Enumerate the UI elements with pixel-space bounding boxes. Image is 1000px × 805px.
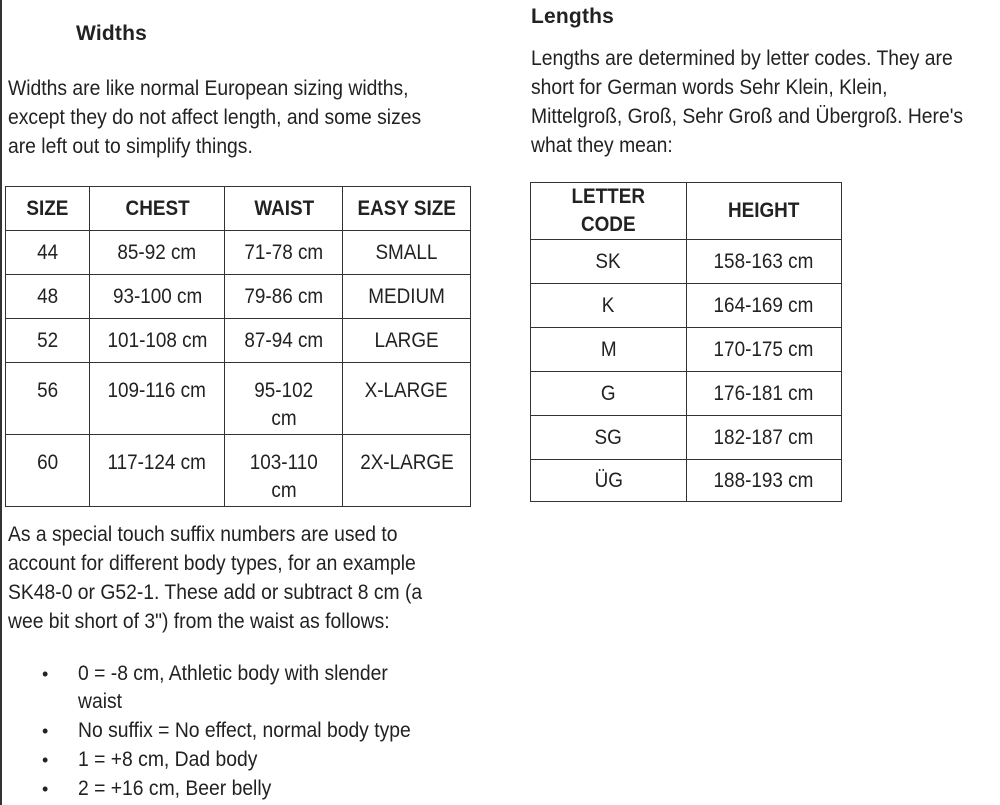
table-cell: LARGE <box>343 319 471 363</box>
page-left-border <box>0 0 2 805</box>
table-cell: 87-94 cm <box>225 319 343 363</box>
table-row <box>531 460 842 502</box>
table-cell: 117-124 cm <box>89 435 225 507</box>
table-row <box>531 284 842 328</box>
table-cell: MEDIUM <box>343 275 471 319</box>
table-header-cell: CHEST <box>89 187 225 231</box>
table-cell: 71-78 cm <box>225 231 343 275</box>
table-cell: 60 <box>6 435 90 507</box>
list-item <box>8 746 440 774</box>
suffix-line: SK48-0 or G52-1. These add or subtract 8 cm (a <box>8 581 423 604</box>
suffix-line: wee bit short of 3") from the waist as follows: <box>8 610 390 633</box>
suffix-line: account for different body types, for an example <box>8 552 416 575</box>
table-cell: 170-175 cm <box>686 328 842 372</box>
table-cell: 164-169 cm <box>686 284 842 328</box>
table-cell: SMALL <box>343 231 471 275</box>
lengths-intro-line: what they mean: <box>531 134 673 157</box>
lengths-table-header-row <box>531 183 842 240</box>
widths-table <box>5 186 471 507</box>
bullet-text: 1 = +8 cm, Dad body <box>78 748 258 771</box>
table-cell: 93-100 cm <box>89 275 225 319</box>
widths-table-header-row <box>6 187 471 231</box>
bullet-icon: • <box>42 721 49 741</box>
table-cell: 79-86 cm <box>225 275 343 319</box>
table-cell: 48 <box>6 275 90 319</box>
widths-heading: Widths <box>76 22 147 45</box>
lengths-intro <box>531 44 963 160</box>
table-cell: 2X-LARGE <box>343 435 471 507</box>
table-cell: 44 <box>6 231 90 275</box>
table-cell: K <box>531 284 687 328</box>
table-header-cell: SIZE <box>6 187 90 231</box>
table-cell: 101-108 cm <box>89 319 225 363</box>
table-row <box>6 435 471 507</box>
table-row <box>531 240 842 284</box>
table-row <box>531 372 842 416</box>
lengths-intro-line: Lengths are determined by letter codes. They are <box>531 47 953 70</box>
list-item <box>8 775 440 803</box>
table-row <box>531 328 842 372</box>
suffix-line: As a special touch suffix numbers are used to <box>8 523 398 546</box>
bullet-icon: • <box>42 779 49 799</box>
table-cell: G <box>531 372 687 416</box>
table-header-cell: WAIST <box>225 187 343 231</box>
table-row <box>6 275 471 319</box>
widths-intro <box>8 74 421 161</box>
table-cell: X-LARGE <box>343 363 471 435</box>
lengths-heading: Lengths <box>531 5 615 28</box>
table-cell: 85-92 cm <box>89 231 225 275</box>
table-row <box>6 363 471 435</box>
suffix-bullet-list <box>8 660 440 804</box>
table-row <box>6 231 471 275</box>
lengths-intro-line: short for German words Sehr Klein, Klein, <box>531 76 888 99</box>
table-cell: 182-187 cm <box>686 416 842 460</box>
widths-intro-line: Widths are like normal European sizing widths, <box>8 77 409 100</box>
widths-intro-line: are left out to simplify things. <box>8 135 253 158</box>
bullet-icon: • <box>42 664 49 684</box>
table-cell: ÜG <box>531 460 687 502</box>
table-cell: 109-116 cm <box>89 363 225 435</box>
table-cell: 176-181 cm <box>686 372 842 416</box>
table-cell: M <box>531 328 687 372</box>
table-cell: 95-102 cm <box>225 363 343 435</box>
table-cell: 188-193 cm <box>686 460 842 502</box>
table-cell: SK <box>531 240 687 284</box>
bullet-text: waist <box>78 690 123 713</box>
bullet-icon: • <box>42 750 49 770</box>
table-cell: 56 <box>6 363 90 435</box>
table-header-cell: LETTER CODE <box>531 183 687 240</box>
table-row <box>6 319 471 363</box>
table-cell: 158-163 cm <box>686 240 842 284</box>
table-cell: 103-110 cm <box>225 435 343 507</box>
table-header-cell: EASY SIZE <box>343 187 471 231</box>
widths-intro-line: except they do not affect length, and some sizes <box>8 106 422 129</box>
bullet-text: 0 = -8 cm, Athletic body with slender <box>78 662 388 685</box>
list-item <box>8 660 440 716</box>
suffix-explanation <box>8 520 422 636</box>
table-header-cell: HEIGHT <box>686 183 842 240</box>
bullet-text: 2 = +16 cm, Beer belly <box>78 777 272 800</box>
lengths-table <box>530 182 842 502</box>
table-cell: 52 <box>6 319 90 363</box>
table-row <box>531 416 842 460</box>
table-cell: SG <box>531 416 687 460</box>
list-item <box>8 717 440 745</box>
bullet-text: No suffix = No effect, normal body type <box>78 719 411 742</box>
lengths-intro-line: Mittelgroß, Groß, Sehr Groß and Übergroß. Here's <box>531 105 964 128</box>
